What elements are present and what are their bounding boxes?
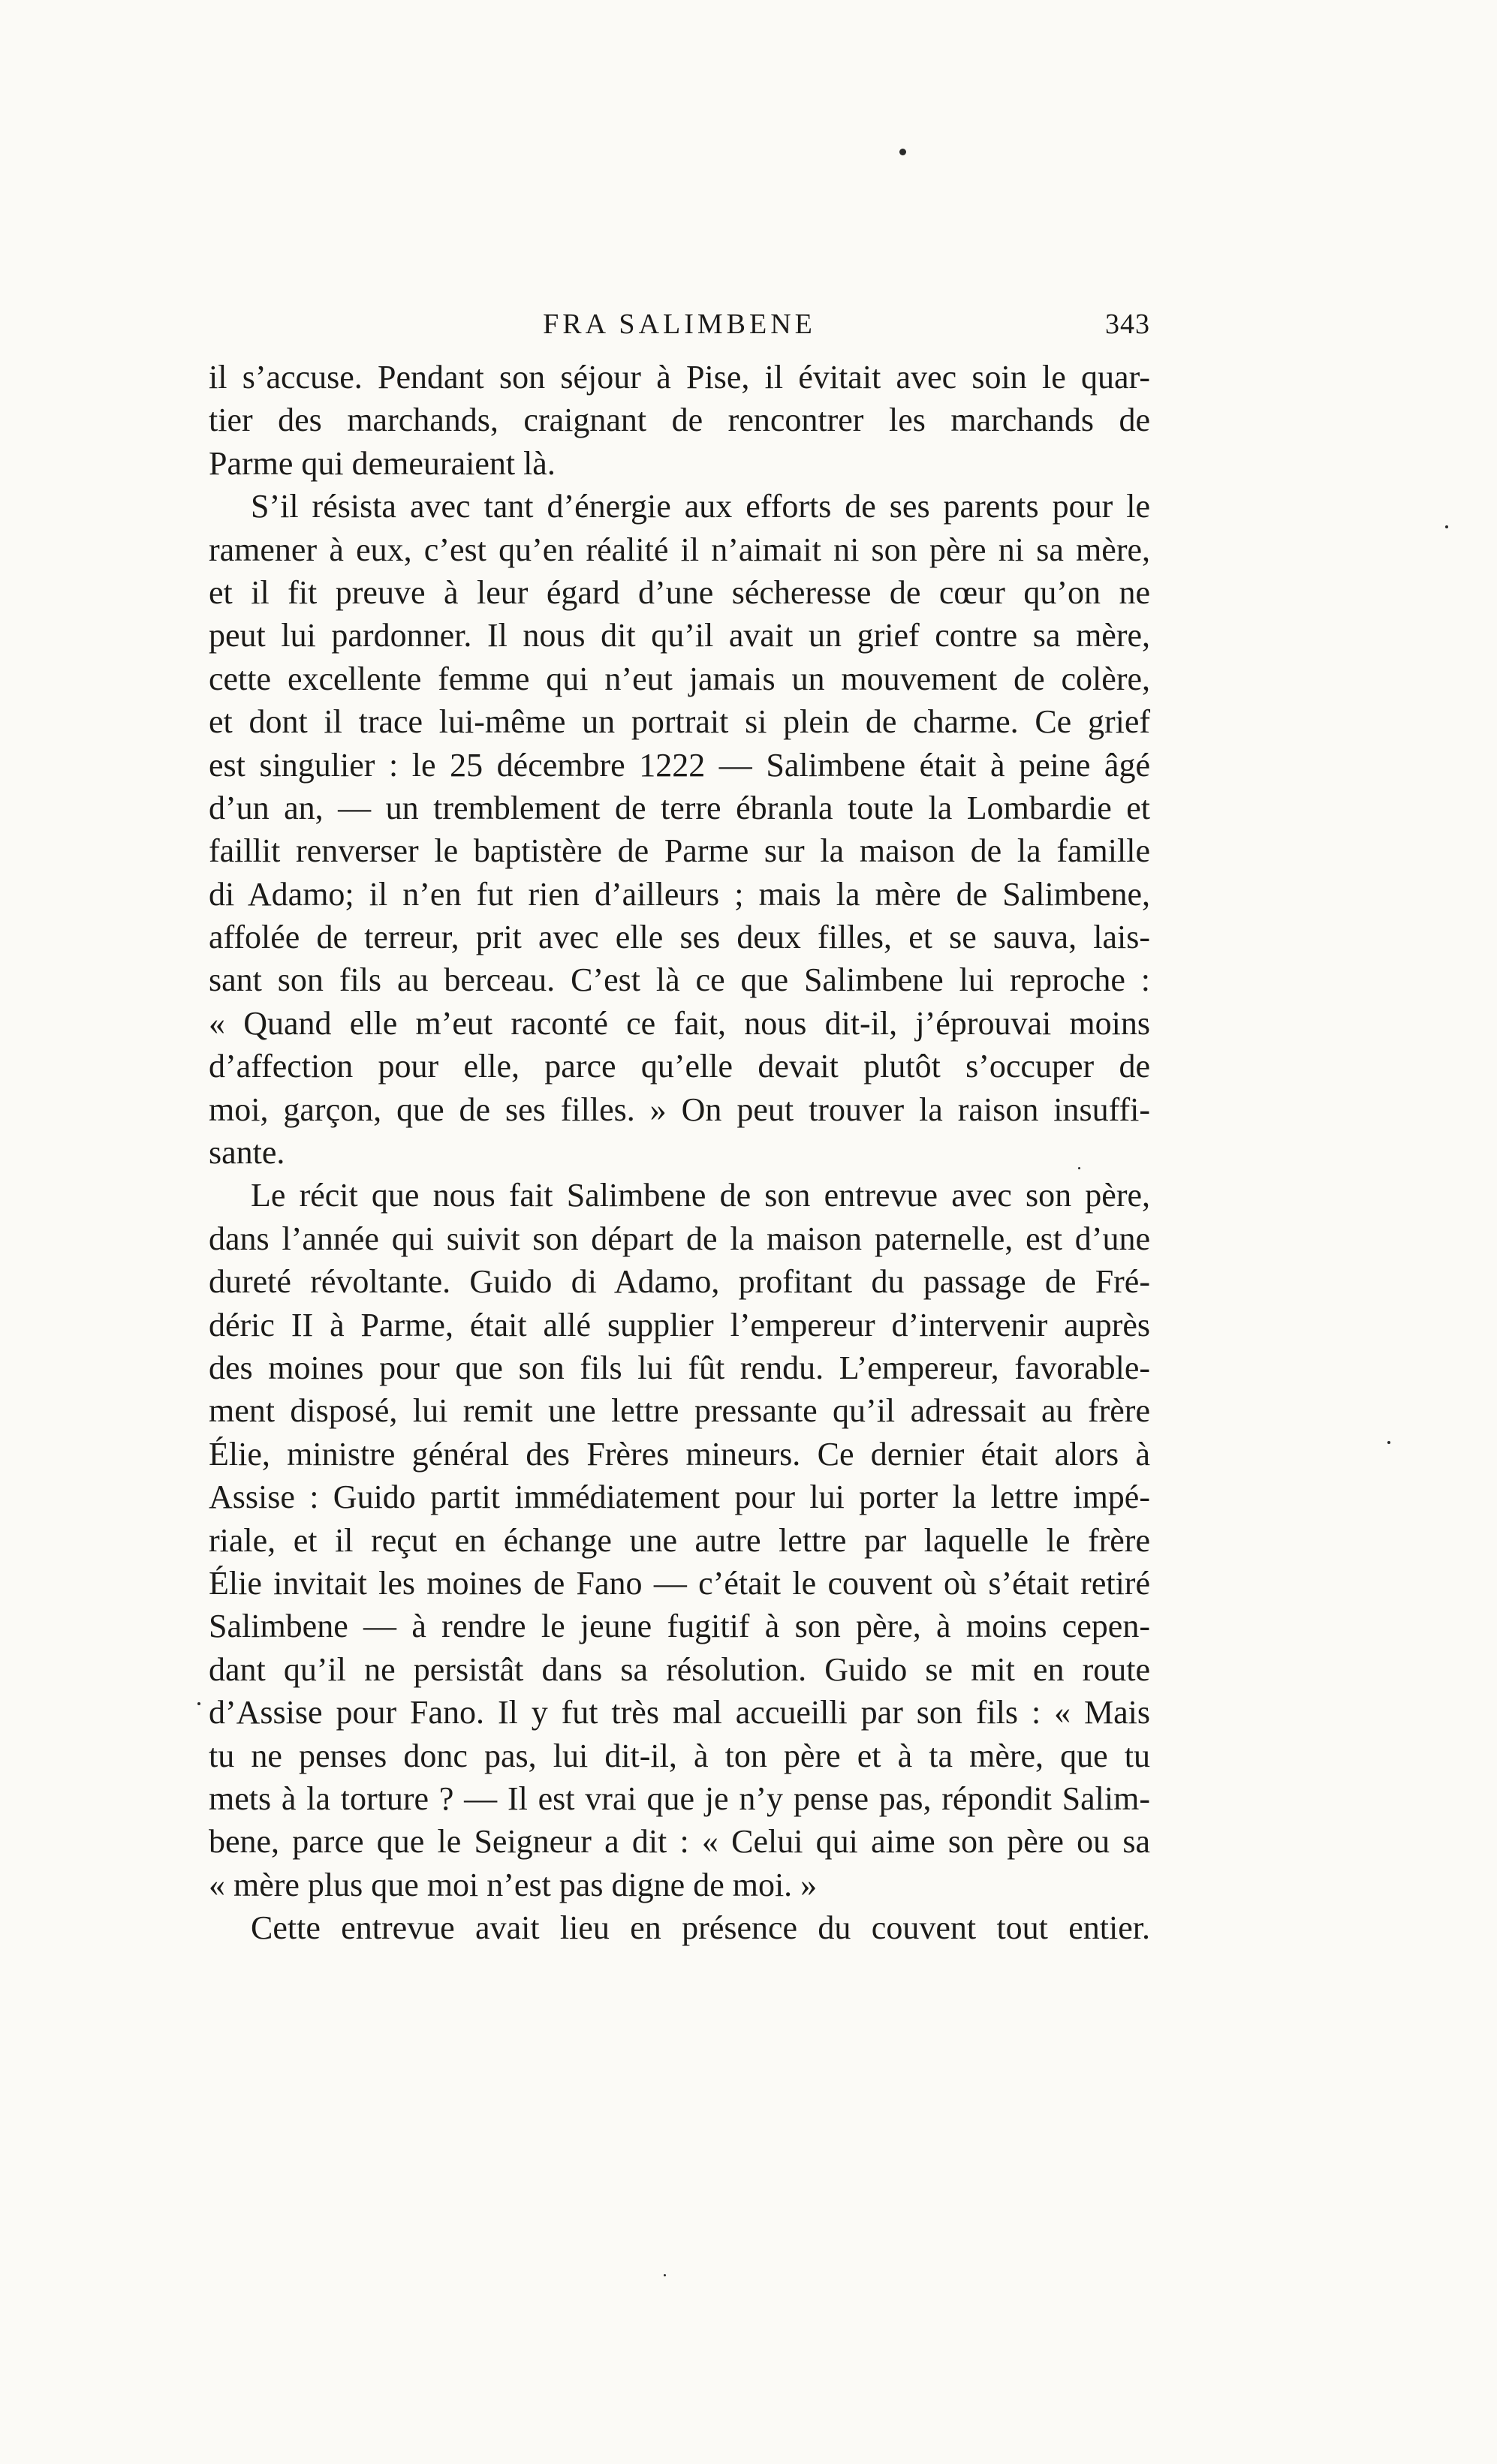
- text-line: di Adamo; il n’en fut rien d’ailleurs ; mais la mère de Salimbene,: [209, 875, 1150, 913]
- text-line: d’affection pour elle, parce qu’elle devait plutôt s’occuper de: [209, 1048, 1150, 1085]
- text-line: riale, et il reçut en échange une autre lettre par laquelle le frère: [209, 1521, 1150, 1559]
- text-line: Salimbene — à rendre le jeune fugitif à son père, à moins cepen-: [209, 1608, 1150, 1645]
- text-line: est singulier : le 25 décembre 1222 — Salimbene était à peine âgé: [209, 746, 1150, 784]
- page-number: 343: [1105, 308, 1150, 340]
- text-line: déric II à Parme, était allé supplier l’empereur d’intervenir auprès: [209, 1306, 1150, 1343]
- text-line: bene, parce que le Seigneur a dit : « Celui qui aime son père ou sa: [209, 1823, 1150, 1861]
- text-line: Cette entrevue avait lieu en présence du couvent tout entier.: [251, 1909, 1150, 1947]
- text-line: il s’accuse. Pendant son séjour à Pise, il évitait avec soin le quar-: [209, 359, 1150, 396]
- text-line: d’un an, — un tremblement de terre ébranla toute la Lombardie et: [209, 789, 1150, 826]
- text-line: moi, garçon, que de ses filles. » On peut trouver la raison insuffi-: [209, 1091, 1150, 1128]
- text-line: d’Assise pour Fano. Il y fut très mal accueilli par son fils : « Mais: [209, 1694, 1150, 1731]
- text-line: cette excellente femme qui n’eut jamais un mouvement de colère,: [209, 660, 1150, 697]
- text-line: tu ne penses donc pas, lui dit-il, à ton père et à ta mère, que tu: [209, 1737, 1150, 1774]
- text-line: mets à la torture ? — Il est vrai que je n’y pense pas, répondit Salim-: [209, 1780, 1150, 1817]
- ink-speck: [1445, 525, 1448, 528]
- text-line: des moines pour que son fils lui fût rendu. L’empereur, favorable-: [209, 1349, 1150, 1386]
- ink-speck: [1387, 1441, 1390, 1444]
- text-line: peut lui pardonner. Il nous dit qu’il avait un grief contre sa mère,: [209, 617, 1150, 654]
- text-line: et dont il trace lui-même un portrait si plein de charme. Ce grief: [209, 703, 1150, 741]
- text-line: affolée de terreur, prit avec elle ses deux filles, et se sauva, lais-: [209, 919, 1150, 956]
- text-line: Assise : Guido partit immédiatement pour lui porter la lettre impé-: [209, 1479, 1150, 1516]
- text-line: Élie, ministre général des Frères mineurs. Ce dernier était alors à: [209, 1435, 1150, 1473]
- text-line: tier des marchands, craignant de rencontrer les marchands de: [209, 402, 1150, 439]
- text-line: sant son fils au berceau. C’est là ce que Salimbene lui reproche :: [209, 961, 1150, 999]
- body-text: [209, 356, 1150, 1949]
- running-title: FRA SALIMBENE: [543, 308, 816, 340]
- text-line: Le récit que nous fait Salimbene de son entrevue avec son père,: [251, 1177, 1150, 1214]
- text-line: dant qu’il ne persistât dans sa résolution. Guido se mit en route: [209, 1650, 1150, 1688]
- text-line: ment disposé, lui remit une lettre pressante qu’il adressait au frère: [209, 1392, 1150, 1430]
- text-line: « mère plus que moi n’est pas digne de moi. »: [209, 1866, 818, 1903]
- ink-speck: [197, 1702, 200, 1705]
- text-line: ramener à eux, c’est qu’en réalité il n’aimait ni son père ni sa mère,: [209, 531, 1150, 568]
- ink-speck: [664, 2274, 666, 2276]
- text-line: faillit renverser le baptistère de Parme sur la maison de la famille: [209, 832, 1150, 870]
- text-line: sante.: [209, 1134, 285, 1172]
- text-line: « Quand elle m’eut raconté ce fait, nous dit-il, j’éprouvai moins: [209, 1004, 1150, 1042]
- ink-speck: [899, 149, 906, 155]
- text-line: Élie invitait les moines de Fano — c’était le couvent où s’était retiré: [209, 1564, 1150, 1602]
- text-line: et il fit preuve à leur égard d’une sécheresse de cœur qu’on ne: [209, 573, 1150, 611]
- text-line: dans l’année qui suivit son départ de la maison paternelle, est d’une: [209, 1220, 1150, 1257]
- running-head: [209, 308, 1150, 345]
- text-line: S’il résista avec tant d’énergie aux efforts de ses parents pour le: [251, 488, 1150, 525]
- text-line: dureté révoltante. Guido di Adamo, profitant du passage de Fré-: [209, 1263, 1150, 1301]
- text-line: Parme qui demeuraient là.: [209, 444, 556, 482]
